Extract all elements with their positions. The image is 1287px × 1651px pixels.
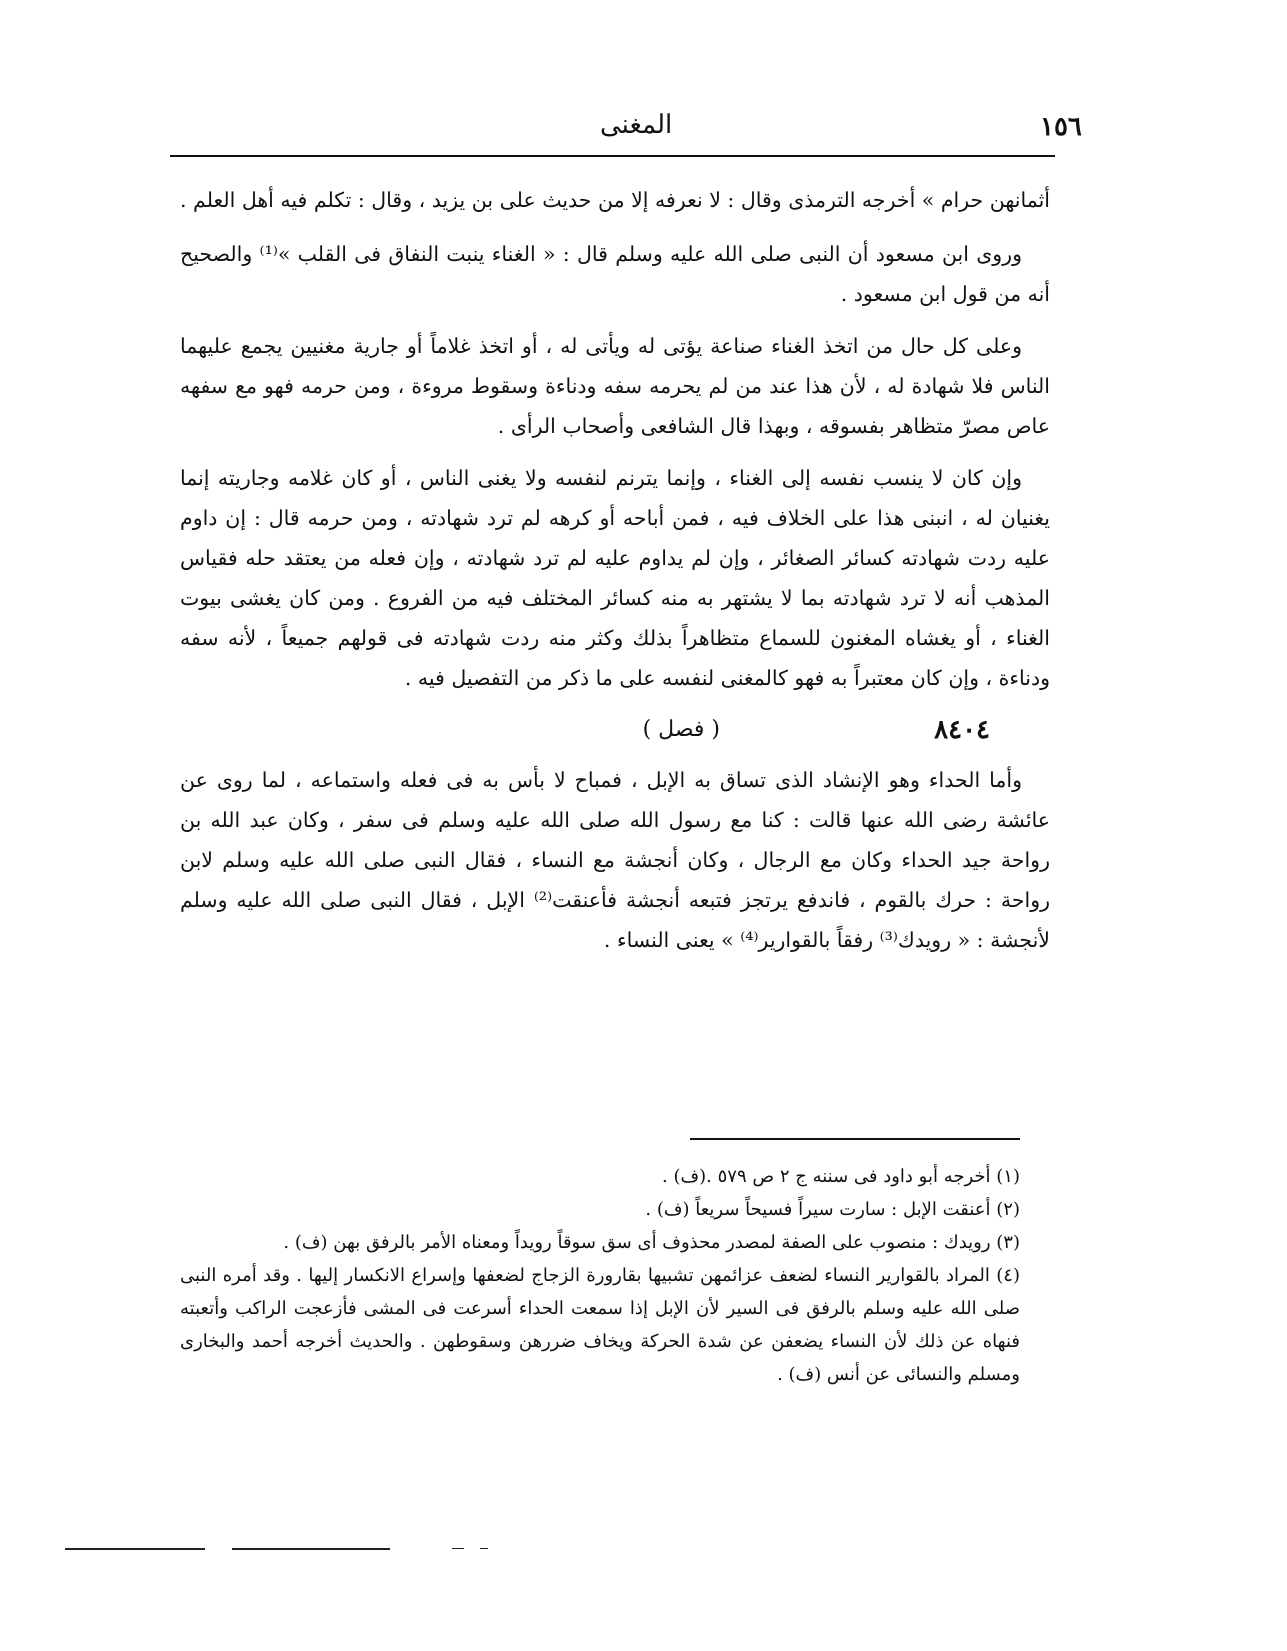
bottom-rule	[452, 1548, 464, 1549]
main-text	[180, 180, 1050, 972]
section-header	[180, 710, 1050, 754]
section-heading: ( فصل )	[642, 717, 720, 742]
footnote-rule	[690, 1138, 1020, 1140]
footnotes	[180, 1160, 1050, 1391]
paragraph-2: وروى ابن مسعود أن النبى صلى الله عليه وسلم قال : « الغناء ينبت النفاق فى القلب »⁽¹⁾ والصحيح أنه من قول ابن مسعود .	[180, 242, 1050, 306]
paragraph-4: وإن كان لا ينسب نفسه إلى الغناء ، وإنما يترنم لنفسه ولا يغنى الناس ، أو كان غلامه وجاريته إنما يغنيان له ، انبنى هذا على الخلاف فيه ، فمن أباحه أو كرهه لم ترد شهادته ، ومن حرمه قال : إن داوم عليه ردت شهادته كسائر الصغائر ، وإن لم يداوم عليه لم ترد شهادته ، وإن فعله من يعتقد حله فقياس المذهب أنه لا ترد شهادته بما لا يشتهر به منه كسائر المختلف فيه من الفروع . ومن كان يغشى بيوت الغناء ، أو يغشاه المغنون للسماع متظاهراً بذلك وكثر منه ردت شهادته فى قولهم جميعاً ، لأنه سفه ودناءة ، وإن كان معتبراً به فهو كالمغنى لنفسه على ما ذكر من التفصيل فيه .	[180, 466, 1050, 690]
section-number: ٨٤٠٤	[934, 715, 990, 745]
footnote-4: (٤) المراد بالقوارير النساء لضعف عزائمهن تشبيها بقارورة الزجاج لضعفها وإسراع الانكسار إليها . وقد أمره النبى صلى الله عليه وسلم بالرفق فى السير لأن الإبل إذا سمعت الحداء أسرعت فى المشى فأزعجت الراكب وأتعبته فنهاه عن ذلك لأن النساء يضعفن عن شدة الحركة ويخاف ضررهن وسقوطهن . والحديث أخرجه أحمد والبخارى ومسلم والنسائى عن أنس (ف) .	[180, 1265, 1020, 1385]
header-rule	[170, 155, 1055, 157]
bottom-rule	[232, 1548, 390, 1550]
bottom-rule	[65, 1548, 205, 1550]
paragraph-1: أثمانهن حرام » أخرجه الترمذى وقال : لا نعرفه إلا من حديث على بن يزيد ، وقال : تكلم فيه أهل العلم .	[180, 188, 1050, 212]
bottom-rule	[480, 1548, 488, 1549]
footnote-1: (١) أخرجه أبو داود فى سننه ج ٢ ص ٥٧٩ .(ف) .	[662, 1166, 1020, 1187]
footnote-3: (٣) رويدك : منصوب على الصفة لمصدر محذوف أى سق سوقاً رويداً ومعناه الأمر بالرفق بهن (ف) .	[283, 1232, 1020, 1253]
paragraph-5: وأما الحداء وهو الإنشاد الذى تساق به الإبل ، فمباح لا بأس به فى فعله واستماعه ، لما روى عن عائشة رضى الله عنها قالت : كنا مع رسول الله صلى الله عليه وسلم فى سفر ، وكان عبد الله بن رواحة جيد الحداء وكان مع الرجال ، وكان أنجشة مع النساء ، فقال النبى صلى الله عليه وسلم لابن رواحة : حرك بالقوم ، فاندفع يرتجز فتبعه أنجشة فأعنقت⁽²⁾ الإبل ، فقال النبى صلى الله عليه وسلم لأنجشة : « رويدك⁽³⁾ رفقاً بالقوارير⁽⁴⁾ » يعنى النساء .	[180, 768, 1051, 952]
paragraph-3: وعلى كل حال من اتخذ الغناء صناعة يؤتى له ويأتى له ، أو اتخذ غلاماً أو جارية مغنيين يجمع عليهما الناس فلا شهادة له ، لأن هذا عند من لم يحرمه سفه ودناءة وسقوط مروءة ، ومن حرمه فهو مع سفهه عاص مصرّ متظاهر بفسوقه ، وبهذا قال الشافعى وأصحاب الرأى .	[180, 334, 1050, 438]
page-number: ١٥٦	[1040, 112, 1082, 142]
running-title: المغنى	[600, 110, 673, 140]
footnote-2: (٢) أعنقت الإبل : سارت سيراً فسيحاً سريعاً (ف) .	[645, 1199, 1020, 1220]
